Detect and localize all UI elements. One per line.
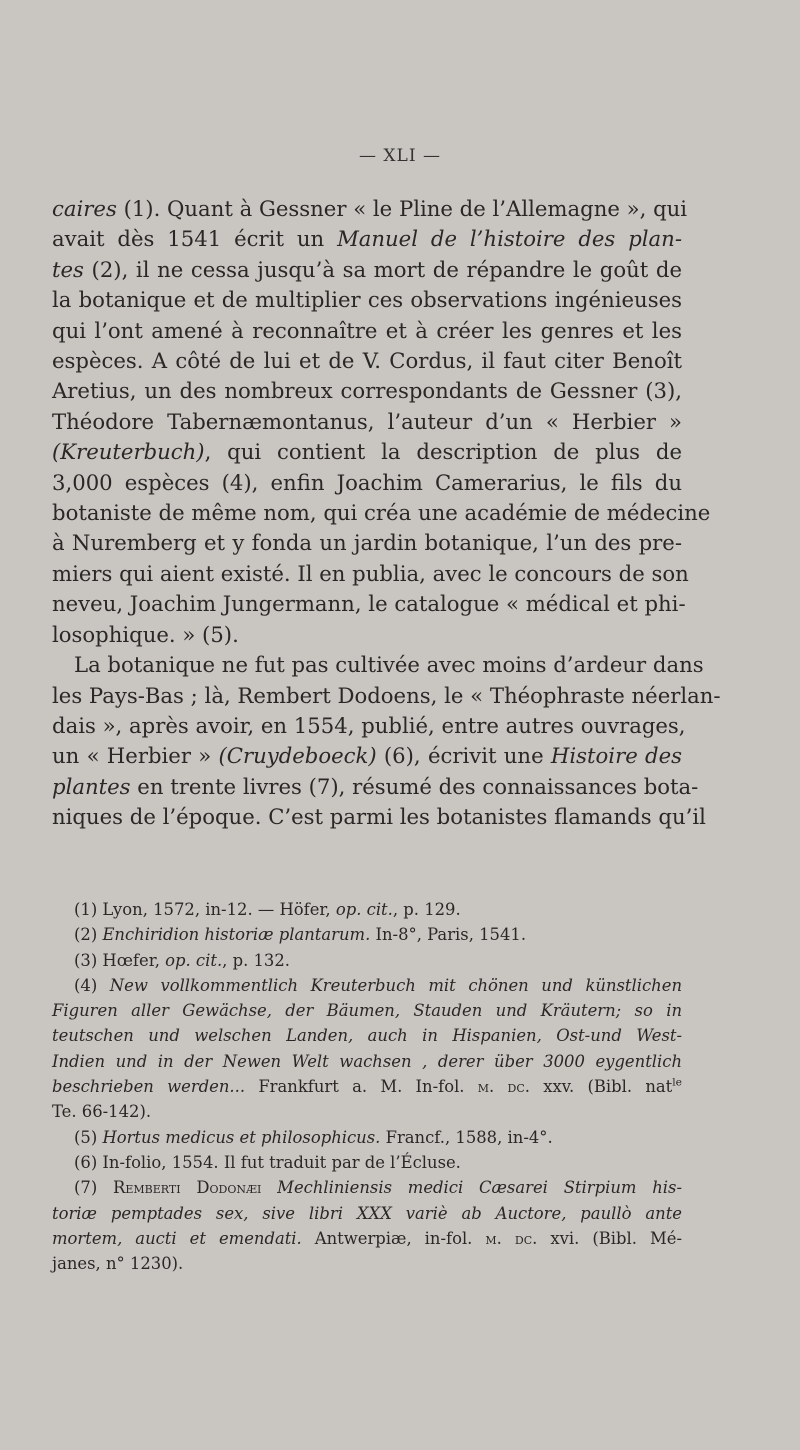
text-line (52, 255, 682, 285)
text-line (52, 407, 682, 437)
main-text (52, 194, 721, 833)
text-run: losophique. » (5). (52, 621, 239, 647)
italic-text: op. cit. (335, 900, 393, 919)
text-line (52, 650, 704, 680)
footnote-line (52, 1125, 682, 1150)
text-run: dais », après avoir, en 1554, publié, entre autres ouvrages, (52, 712, 686, 738)
text-run: Aretius, un des nombreux correspondants de Gessner (3), (52, 378, 682, 404)
footnote-line (52, 1226, 682, 1251)
text-run: neveu, Joachim Jungermann, le catalogue « médical et phi- (52, 591, 686, 617)
text-run: In-8°, Paris, 1541. (370, 925, 527, 945)
italic-text: Enchiridion historiæ plantarum. (102, 925, 371, 945)
italic-text: tes (52, 256, 84, 282)
text-run: (3) Hœfer, (74, 950, 166, 970)
footnote-line (52, 1175, 682, 1200)
text-run: (1) Lyon, 1572, in-12. — Höfer, (74, 900, 336, 919)
text-line (52, 681, 721, 711)
text-run: xxv. (Bibl. nat (529, 1077, 673, 1097)
text-run (261, 1178, 277, 1197)
text-run: (5) (74, 1127, 103, 1147)
small-caps-text: m. dc. (485, 1228, 538, 1248)
text-run: espèces. A côté de lui et de V. Cordus, il faut citer Benoît (52, 348, 682, 374)
italic-text: teutschen und welschen Landen, auch in Hispanien, Ost-und West- (52, 1026, 682, 1046)
text-run: avait dès 1541 écrit un (52, 226, 338, 252)
italic-text: Mechliniensis medici Cæsarei Stirpium his- (277, 1178, 682, 1198)
text-line (52, 772, 699, 802)
text-run: janes, n° 1230). (52, 1254, 184, 1274)
text-run: xvi. (Bibl. Mé- (537, 1228, 683, 1248)
text-run: un « Herbier » (52, 743, 219, 769)
text-run: , p. 132. (222, 950, 290, 970)
text-line (52, 285, 682, 315)
text-line (52, 711, 686, 741)
footnote-line (52, 1150, 682, 1175)
italic-text: op. cit. (165, 950, 223, 970)
italic-text: plantes (52, 773, 131, 799)
footnote-line (52, 1074, 682, 1099)
text-run: les Pays-Bas ; là, Rembert Dodoens, le « Théophraste néerlan- (52, 682, 721, 708)
text-run: (4) (74, 975, 110, 995)
small-caps-text: Remberti Dodonæi (113, 1178, 262, 1198)
italic-text: toriæ pemptades sex, sive libri XXX variè ab Auctore, paullò ante (52, 1203, 682, 1223)
text-run: (2), il ne cessa jusqu’à sa mort de répandre le goût de (83, 256, 682, 282)
italic-text: caires (52, 196, 117, 221)
footnote-line (52, 1023, 682, 1048)
italic-text: New vollkommentlich Kreuterbuch mit chönen und künstlichen (109, 975, 682, 995)
text-line (52, 498, 711, 528)
text-line (52, 346, 682, 376)
text-line (52, 468, 682, 498)
footnote-line (52, 1201, 682, 1226)
footnote-line (52, 897, 682, 922)
footnote-line (52, 922, 682, 947)
italic-text: Hortus medicus et philosophicus. (102, 1127, 381, 1147)
text-run: qui l’ont amené à reconnaître et à créer les genres et les (52, 317, 682, 343)
text-run: Antwerpiæ, in-fol. (301, 1228, 486, 1248)
text-line (52, 741, 682, 771)
text-line (52, 589, 686, 619)
footnote-line (52, 1251, 682, 1276)
italic-text: Indien und in der Newen Welt wachsen , derer über 3000 eygentlich (52, 1051, 682, 1071)
text-line (52, 437, 682, 467)
text-run: miers qui aient existé. Il en publia, avec le concours de son (52, 560, 689, 586)
text-run: Francf., 1588, in-4°. (380, 1127, 553, 1147)
text-run: niques de l’époque. C’est parmi les botanistes flamands qu’il (52, 804, 706, 830)
text-line (52, 376, 682, 406)
text-run: (6), écrivit une (376, 743, 551, 769)
text-line (52, 316, 682, 346)
text-run: Frankfurt a. M. In-fol. (245, 1077, 478, 1097)
small-caps-text: m. dc. (477, 1077, 530, 1097)
italic-text: beschrieben werden... (52, 1077, 246, 1097)
footnotes (52, 897, 682, 1276)
italic-text: (Kreuterbuch) (52, 439, 205, 465)
text-run: 3,000 espèces (4), enfin Joachim Camerarius, le fils du (52, 469, 682, 495)
text-line (52, 802, 706, 832)
text-line (52, 224, 682, 254)
text-line (52, 194, 688, 224)
text-run: en trente livres (7), résumé des connaissances bota- (130, 773, 699, 799)
italic-text: Figuren aller Gewächse, der Bäumen, Stauden und Kräutern; so in (52, 1001, 682, 1021)
text-run: , qui contient la description de plus de (204, 439, 682, 465)
footnote-line (52, 998, 682, 1023)
italic-text: (Cruydeboeck) (218, 743, 377, 769)
text-run: Te. 66-142). (52, 1102, 152, 1122)
text-run: botaniste de même nom, qui créa une académie de médecine (52, 500, 711, 526)
text-run: (6) In-folio, 1554. Il fut traduit par de l’Écluse. (74, 1152, 461, 1172)
footnote-line (52, 1049, 682, 1074)
page-number: — XLI — (359, 146, 441, 166)
italic-text: Histoire des (550, 743, 682, 769)
text-run: la botanique et de multiplier ces observations ingénieuses (52, 287, 682, 313)
text-run: La botanique ne fut pas cultivée avec moins d’ardeur dans (74, 652, 704, 678)
text-run: à Nuremberg et y fonda un jardin botanique, l’un des pre- (52, 530, 682, 556)
text-run: , p. 129. (392, 900, 461, 919)
text-line (52, 620, 682, 650)
italic-text: Manuel de l’histoire des plan- (337, 226, 682, 252)
text-run: (7) (74, 1178, 114, 1198)
text-run: Théodore Tabernæmontanus, l’auteur d’un « Herbier » (52, 408, 682, 434)
text-line (52, 559, 689, 589)
text-run: (2) (74, 925, 103, 945)
superscript-text: le (672, 1075, 682, 1089)
text-line (52, 528, 682, 558)
text-run: (1). Quant à Gessner « le Pline de l’Allemagne », qui (116, 196, 688, 221)
italic-text: mortem, aucti et emendati. (52, 1228, 302, 1248)
footnote-line (52, 948, 682, 973)
footnote-line (52, 973, 682, 998)
footnote-line (52, 1099, 682, 1124)
